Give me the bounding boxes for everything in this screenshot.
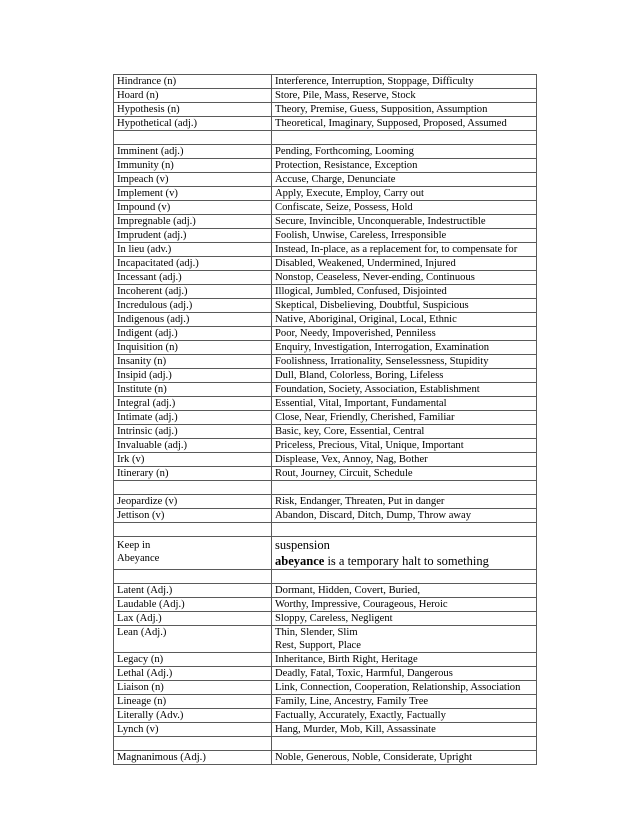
definition-text: Nonstop, Ceaseless, Never-ending, Continuous bbox=[275, 272, 475, 283]
blank-separator-row bbox=[114, 481, 537, 495]
definition-cell bbox=[272, 159, 537, 173]
term-cell bbox=[114, 537, 272, 570]
definition-text: Dull, Bland, Colorless, Boring, Lifeless bbox=[275, 370, 444, 381]
table-row bbox=[114, 369, 537, 383]
definition-cell bbox=[272, 425, 537, 439]
definition-cell bbox=[272, 173, 537, 187]
vocabulary-table bbox=[113, 74, 537, 765]
table-row bbox=[114, 285, 537, 299]
term-cell bbox=[114, 584, 272, 598]
definition-text: Basic, key, Core, Essential, Central bbox=[275, 426, 425, 437]
definition-cell bbox=[272, 145, 537, 159]
blank-separator-row bbox=[114, 570, 537, 584]
table-row bbox=[114, 425, 537, 439]
table-row bbox=[114, 215, 537, 229]
term-cell bbox=[114, 243, 272, 257]
table-row bbox=[114, 341, 537, 355]
term-cell bbox=[114, 89, 272, 103]
table-row bbox=[114, 681, 537, 695]
vocabulary-table-body bbox=[114, 75, 537, 765]
term-text: Jeopardize (v) bbox=[117, 496, 178, 507]
term-text: Abeyance bbox=[117, 553, 160, 564]
definition-note-keyword: abeyance bbox=[275, 554, 325, 568]
table-row bbox=[114, 117, 537, 131]
definition-cell bbox=[272, 626, 537, 653]
term-text: Lean (Adj.) bbox=[117, 627, 167, 638]
table-row bbox=[114, 751, 537, 765]
term-text: Indigenous (adj.) bbox=[117, 314, 190, 325]
term-text: Legacy (n) bbox=[117, 654, 164, 665]
definition-text: Secure, Invincible, Unconquerable, Indestructible bbox=[275, 216, 486, 227]
term-cell bbox=[114, 341, 272, 355]
term-cell bbox=[114, 467, 272, 481]
term-cell bbox=[114, 313, 272, 327]
definition-text: Factually, Accurately, Exactly, Factually bbox=[275, 710, 446, 721]
term-text: Impregnable (adj.) bbox=[117, 216, 196, 227]
term-cell bbox=[114, 117, 272, 131]
table-row bbox=[114, 537, 537, 570]
definition-text: Close, Near, Friendly, Cherished, Familiar bbox=[275, 412, 455, 423]
definition-cell bbox=[272, 509, 537, 523]
table-row bbox=[114, 411, 537, 425]
term-text: Impeach (v) bbox=[117, 174, 169, 185]
definition-text: Poor, Needy, Impoverished, Penniless bbox=[275, 328, 436, 339]
term-cell bbox=[114, 523, 272, 537]
term-text: Incoherent (adj.) bbox=[117, 286, 188, 297]
definition-cell bbox=[272, 131, 537, 145]
term-cell bbox=[114, 299, 272, 313]
definition-text: Theory, Premise, Guess, Supposition, Assumption bbox=[275, 104, 488, 115]
definition-cell bbox=[272, 667, 537, 681]
term-text: Impound (v) bbox=[117, 202, 171, 213]
definition-cell bbox=[272, 751, 537, 765]
definition-text: Displease, Vex, Annoy, Nag, Bother bbox=[275, 454, 428, 465]
definition-cell bbox=[272, 117, 537, 131]
term-text: Magnanimous (Adj.) bbox=[117, 752, 206, 763]
definition-text: Native, Aboriginal, Original, Local, Ethnic bbox=[275, 314, 457, 325]
term-cell bbox=[114, 271, 272, 285]
table-row bbox=[114, 75, 537, 89]
definition-text: Protection, Resistance, Exception bbox=[275, 160, 418, 171]
definition-cell bbox=[272, 737, 537, 751]
table-row bbox=[114, 355, 537, 369]
table-row bbox=[114, 467, 537, 481]
term-text: Keep in bbox=[117, 540, 151, 551]
table-row bbox=[114, 584, 537, 598]
term-cell bbox=[114, 612, 272, 626]
table-row bbox=[114, 159, 537, 173]
term-text: Intimate (adj.) bbox=[117, 412, 178, 423]
table-row bbox=[114, 89, 537, 103]
term-text: Incredulous (adj.) bbox=[117, 300, 193, 311]
table-row bbox=[114, 229, 537, 243]
definition-cell bbox=[272, 397, 537, 411]
definition-cell bbox=[272, 201, 537, 215]
table-row bbox=[114, 383, 537, 397]
definition-text: Abandon, Discard, Ditch, Dump, Throw away bbox=[275, 510, 472, 521]
table-row bbox=[114, 257, 537, 271]
definition-cell bbox=[272, 695, 537, 709]
term-text: Imminent (adj.) bbox=[117, 146, 184, 157]
definition-cell bbox=[272, 313, 537, 327]
definition-text: Family, Line, Ancestry, Family Tree bbox=[275, 696, 429, 707]
term-text: Insanity (n) bbox=[117, 356, 167, 367]
table-row bbox=[114, 187, 537, 201]
term-cell bbox=[114, 439, 272, 453]
definition-cell bbox=[272, 243, 537, 257]
definition-cell bbox=[272, 75, 537, 89]
term-cell bbox=[114, 751, 272, 765]
definition-text: Interference, Interruption, Stoppage, Difficulty bbox=[275, 76, 474, 87]
table-row bbox=[114, 299, 537, 313]
definition-cell bbox=[272, 341, 537, 355]
definition-cell bbox=[272, 709, 537, 723]
term-text: Institute (n) bbox=[117, 384, 167, 395]
term-text: Jettison (v) bbox=[117, 510, 165, 521]
term-cell bbox=[114, 369, 272, 383]
definition-cell bbox=[272, 523, 537, 537]
definition-text: Accuse, Charge, Denunciate bbox=[275, 174, 396, 185]
table-row bbox=[114, 453, 537, 467]
table-row bbox=[114, 626, 537, 653]
term-text: Liaison (n) bbox=[117, 682, 164, 693]
term-cell bbox=[114, 327, 272, 341]
term-cell bbox=[114, 285, 272, 299]
term-text: Lax (Adj.) bbox=[117, 613, 162, 624]
term-text: Indigent (adj.) bbox=[117, 328, 178, 339]
definition-cell bbox=[272, 612, 537, 626]
definition-cell bbox=[272, 285, 537, 299]
term-text: Invaluable (adj.) bbox=[117, 440, 188, 451]
term-text: Hoard (n) bbox=[117, 90, 159, 101]
term-cell bbox=[114, 667, 272, 681]
term-cell bbox=[114, 570, 272, 584]
table-row bbox=[114, 612, 537, 626]
table-row bbox=[114, 243, 537, 257]
table-row bbox=[114, 397, 537, 411]
definition-text: Inheritance, Birth Right, Heritage bbox=[275, 654, 418, 665]
definition-text: Foolish, Unwise, Careless, Irresponsible bbox=[275, 230, 447, 241]
definition-cell bbox=[272, 187, 537, 201]
definition-cell bbox=[272, 411, 537, 425]
term-cell bbox=[114, 187, 272, 201]
definition-cell bbox=[272, 681, 537, 695]
term-text: Incessant (adj.) bbox=[117, 272, 182, 283]
definition-cell bbox=[272, 537, 537, 570]
term-cell bbox=[114, 355, 272, 369]
definition-cell bbox=[272, 598, 537, 612]
term-text: Insipid (adj.) bbox=[117, 370, 172, 381]
definition-cell bbox=[272, 653, 537, 667]
table-row bbox=[114, 509, 537, 523]
term-cell bbox=[114, 626, 272, 653]
term-text: Hindrance (n) bbox=[117, 76, 177, 87]
definition-text: Store, Pile, Mass, Reserve, Stock bbox=[275, 90, 416, 101]
definition-text: Risk, Endanger, Threaten, Put in danger bbox=[275, 496, 445, 507]
term-text: Lineage (n) bbox=[117, 696, 167, 707]
term-cell bbox=[114, 453, 272, 467]
definition-text: Priceless, Precious, Vital, Unique, Important bbox=[275, 440, 464, 451]
definition-cell bbox=[272, 271, 537, 285]
definition-cell bbox=[272, 467, 537, 481]
term-text: Irk (v) bbox=[117, 454, 145, 465]
blank-separator-row bbox=[114, 737, 537, 751]
definition-text: Noble, Generous, Noble, Considerate, Upright bbox=[275, 752, 473, 763]
definition-cell bbox=[272, 229, 537, 243]
term-cell bbox=[114, 509, 272, 523]
term-cell bbox=[114, 411, 272, 425]
table-row bbox=[114, 598, 537, 612]
definition-text: Theoretical, Imaginary, Supposed, Proposed, Assumed bbox=[275, 118, 507, 129]
definition-cell bbox=[272, 103, 537, 117]
definition-note bbox=[275, 553, 533, 569]
term-cell bbox=[114, 495, 272, 509]
table-row bbox=[114, 723, 537, 737]
term-cell bbox=[114, 723, 272, 737]
definition-text: Rout, Journey, Circuit, Schedule bbox=[275, 468, 413, 479]
table-row bbox=[114, 653, 537, 667]
term-cell bbox=[114, 681, 272, 695]
term-cell bbox=[114, 737, 272, 751]
term-text: Latent (Adj.) bbox=[117, 585, 173, 596]
definition-cell bbox=[272, 257, 537, 271]
term-text: Laudable (Adj.) bbox=[117, 599, 185, 610]
table-row bbox=[114, 695, 537, 709]
definition-cell bbox=[272, 369, 537, 383]
definition-text: Apply, Execute, Employ, Carry out bbox=[275, 188, 424, 199]
table-row bbox=[114, 495, 537, 509]
definition-cell bbox=[272, 327, 537, 341]
table-row bbox=[114, 667, 537, 681]
definition-text: Enquiry, Investigation, Interrogation, Examination bbox=[275, 342, 490, 353]
definition-cell bbox=[272, 299, 537, 313]
definition-text: Foolishness, Irrationality, Senselessness, Stupidity bbox=[275, 356, 489, 367]
term-text: Inquisition (n) bbox=[117, 342, 178, 353]
term-cell bbox=[114, 131, 272, 145]
term-text: Imprudent (adj.) bbox=[117, 230, 187, 241]
definition-cell bbox=[272, 355, 537, 369]
term-text: Hypothesis (n) bbox=[117, 104, 180, 115]
definition-cell bbox=[272, 453, 537, 467]
term-cell bbox=[114, 75, 272, 89]
blank-separator-row bbox=[114, 523, 537, 537]
term-cell bbox=[114, 425, 272, 439]
table-row bbox=[114, 313, 537, 327]
definition-text: Foundation, Society, Association, Establishment bbox=[275, 384, 480, 395]
term-cell bbox=[114, 201, 272, 215]
term-text: Itinerary (n) bbox=[117, 468, 169, 479]
term-cell bbox=[114, 397, 272, 411]
definition-text: Dormant, Hidden, Covert, Buried, bbox=[275, 585, 421, 596]
table-row bbox=[114, 173, 537, 187]
term-cell bbox=[114, 159, 272, 173]
term-text: Literally (Adv.) bbox=[117, 710, 184, 721]
definition-text: Pending, Forthcoming, Looming bbox=[275, 146, 414, 157]
definition-text: Rest, Support, Place bbox=[275, 640, 361, 651]
term-text: Hypothetical (adj.) bbox=[117, 118, 198, 129]
definition-cell bbox=[272, 383, 537, 397]
term-text: In lieu (adv.) bbox=[117, 244, 172, 255]
definition-cell bbox=[272, 570, 537, 584]
definition-text: Confiscate, Seize, Possess, Hold bbox=[275, 202, 413, 213]
term-text: Lynch (v) bbox=[117, 724, 159, 735]
definition-text: Link, Connection, Cooperation, Relationship, Association bbox=[275, 682, 521, 693]
definition-text: Hang, Murder, Mob, Kill, Assassinate bbox=[275, 724, 436, 735]
term-cell bbox=[114, 103, 272, 117]
table-row bbox=[114, 271, 537, 285]
definition-text: Sloppy, Careless, Negligent bbox=[275, 613, 393, 624]
term-cell bbox=[114, 257, 272, 271]
term-cell bbox=[114, 145, 272, 159]
definition-cell bbox=[272, 495, 537, 509]
definition-text: Disabled, Weakened, Undermined, Injured bbox=[275, 258, 456, 269]
definition-text: Essential, Vital, Important, Fundamental bbox=[275, 398, 447, 409]
term-text: Integral (adj.) bbox=[117, 398, 176, 409]
table-row bbox=[114, 103, 537, 117]
term-cell bbox=[114, 709, 272, 723]
term-text: Immunity (n) bbox=[117, 160, 174, 171]
table-row bbox=[114, 327, 537, 341]
definition-text: Worthy, Impressive, Courageous, Heroic bbox=[275, 599, 448, 610]
term-cell bbox=[114, 215, 272, 229]
definition-cell bbox=[272, 723, 537, 737]
definition-cell bbox=[272, 439, 537, 453]
term-cell bbox=[114, 653, 272, 667]
term-text: Intrinsic (adj.) bbox=[117, 426, 178, 437]
term-text: Lethal (Adj.) bbox=[117, 668, 173, 679]
definition-cell bbox=[272, 481, 537, 495]
table-row bbox=[114, 709, 537, 723]
definition-text: Instead, In-place, as a replacement for, to compensate for bbox=[275, 244, 518, 255]
definition-cell bbox=[272, 584, 537, 598]
term-cell bbox=[114, 481, 272, 495]
term-cell bbox=[114, 173, 272, 187]
term-cell bbox=[114, 383, 272, 397]
blank-separator-row bbox=[114, 131, 537, 145]
definition-cell bbox=[272, 89, 537, 103]
definition-text: Thin, Slender, Slim bbox=[275, 627, 358, 638]
term-cell bbox=[114, 695, 272, 709]
definition-text: Skeptical, Disbelieving, Doubtful, Suspicious bbox=[275, 300, 469, 311]
term-text: Incapacitated (adj.) bbox=[117, 258, 199, 269]
definition-note-text: is a temporary halt to something bbox=[324, 554, 489, 568]
definition-text: Deadly, Fatal, Toxic, Harmful, Dangerous bbox=[275, 668, 453, 679]
table-row bbox=[114, 145, 537, 159]
term-text: Implement (v) bbox=[117, 188, 178, 199]
table-row bbox=[114, 439, 537, 453]
table-row bbox=[114, 201, 537, 215]
term-cell bbox=[114, 598, 272, 612]
definition-cell bbox=[272, 215, 537, 229]
definition-text: Illogical, Jumbled, Confused, Disjointed bbox=[275, 286, 447, 297]
definition-title: suspension bbox=[275, 538, 330, 552]
term-cell bbox=[114, 229, 272, 243]
